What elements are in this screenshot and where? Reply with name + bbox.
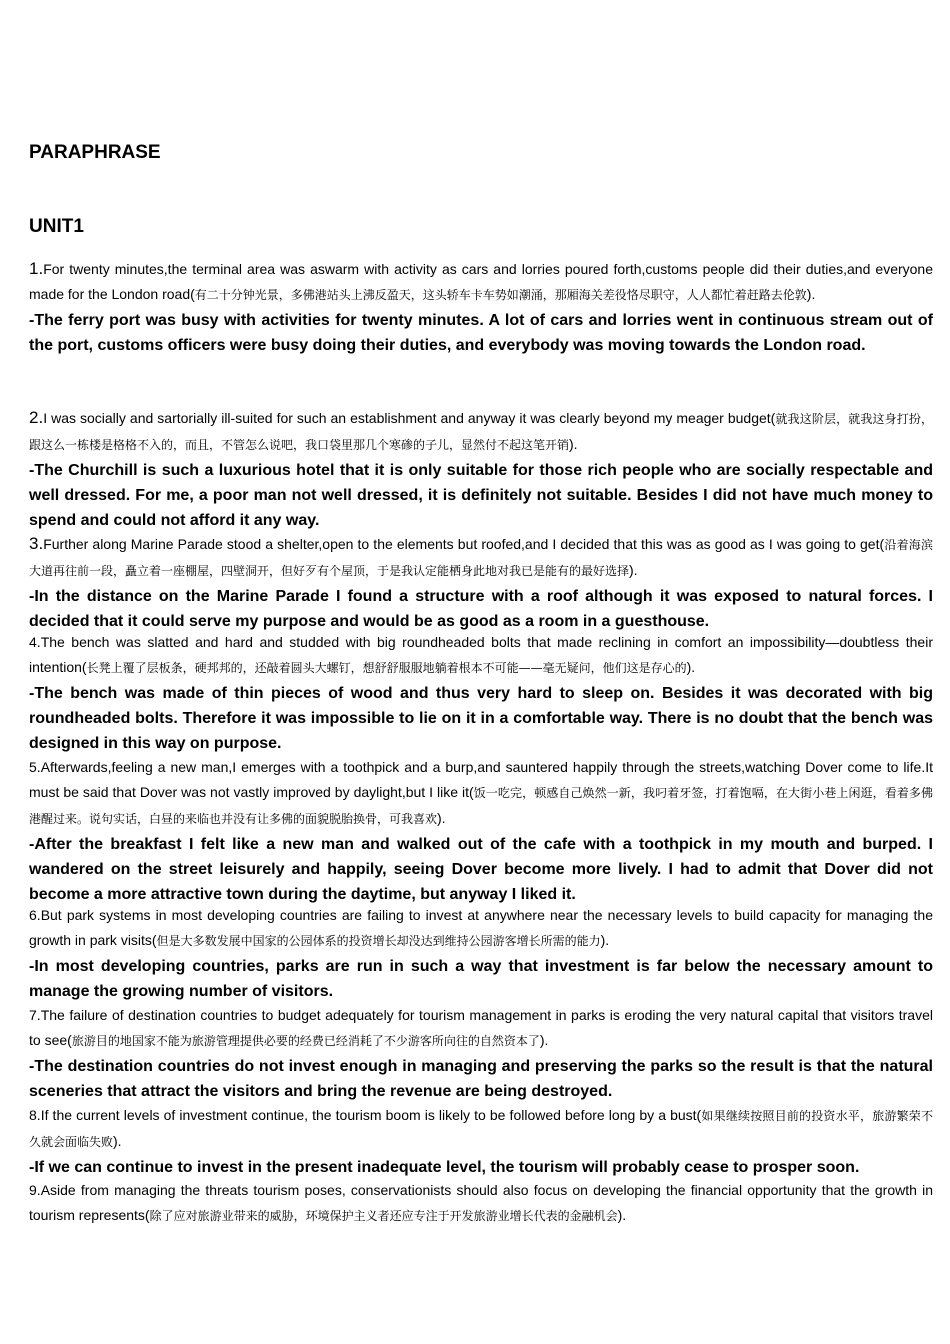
english-text: For twenty minutes,the terminal area was aswarm with activity as cars and lorries poured forth,customs people did their duties,and everyone made for the London road( [29, 261, 933, 302]
original-sentence [29, 1103, 933, 1155]
original-sentence [29, 256, 933, 308]
original-sentence [29, 531, 933, 584]
chinese-translation: 长凳上覆了层板条，硬邦邦的，还敲着圆头大螺钉，想舒舒服服地躺着根本不可能——毫无疑问，他们这是存心的 [86, 661, 687, 675]
page-title: PARAPHRASE [29, 142, 161, 163]
english-text: Further along Marine Parade stood a shelter,open to the elements but roofed,and I decided that this was as good as I was going to get( [43, 536, 885, 552]
closing-punct: ). [539, 1032, 549, 1048]
english-text: Afterwards,feeling a new man,I emerges with a toothpick and a burp,and sauntered happily through the streets,watching Dover come to life.It must be said that Dover was not vastly improved by daylight,but I like it( [29, 759, 933, 800]
english-text: The failure of destination countries to budget adequately for tourism management in parks is eroding the very natural capital that visitors travel to see( [29, 1007, 933, 1048]
item-number: 1. [29, 259, 44, 278]
item-number: 2. [29, 408, 44, 427]
chinese-translation: 有二十分钟光景，多佛港站头上沸反盈天，这头轿车卡车势如潮涌，那厢海关差役恪尽职守，人人都忙着赶路去伦敦 [194, 288, 807, 302]
original-sentence [29, 405, 933, 458]
item-number: 8. [29, 1107, 41, 1123]
item-number: 9. [29, 1182, 41, 1198]
closing-punct: ). [437, 810, 446, 826]
original-sentence [29, 1178, 933, 1229]
closing-punct: ). [617, 1207, 627, 1223]
item-5 [29, 755, 933, 907]
paraphrase-text: -The ferry port was busy with activities for twenty minutes. A lot of cars and lorries went in continuous stream out of the port, customs officers were busy doing their duties, and everybody was moving towards the London road. [29, 312, 933, 354]
paraphrase-text: -The Churchill is such a luxurious hotel that it is only suitable for those rich people who are socially respectable and well dressed. For me, a poor man not well dressed, it is definitely not suitable. Besides I did not have much money to spend and could not afford it any way. [29, 462, 933, 529]
item-8 [29, 1103, 933, 1180]
closing-punct: ). [686, 659, 696, 675]
chinese-translation: 旅游目的地国家不能为旅游管理提供必要的经费已经消耗了不少游客所向往的自然资本了 [71, 1034, 540, 1048]
chinese-translation: 饭一吃完，顿感自己焕然一新，我叼着牙签，打着饱嗝，在大街小巷上闲逛，看着多佛港醒过来。说句实话，白昼的来临也并没有让多佛的面貌脱胎换骨，可我喜欢 [29, 786, 933, 826]
item-number: 6. [29, 907, 41, 923]
paraphrase-text: -In the distance on the Marine Parade I found a structure with a roof although it was exposed to natural forces. I decided that it could serve my purpose and would be as good as a room in a guesthouse. [29, 588, 933, 630]
chinese-translation: 除了应对旅游业带来的威胁，环境保护主义者还应专注于开发旅游业增长代表的金融机会 [149, 1209, 618, 1223]
item-4 [29, 630, 933, 756]
closing-punct: ). [806, 286, 816, 302]
english-text: But park systems in most developing countries are failing to invest at anywhere near the necessary levels to build capacity for managing the growth in park visits( [29, 907, 933, 948]
closing-punct: ). [600, 932, 610, 948]
original-sentence [29, 630, 933, 681]
unit-heading: UNIT1 [29, 216, 84, 237]
item-number: 5. [29, 759, 41, 775]
original-sentence [29, 903, 933, 954]
item-number: 4. [29, 634, 41, 650]
closing-punct: ). [113, 1133, 122, 1149]
item-3 [29, 531, 933, 634]
chinese-translation: 沿着海滨大道再往前一段，矗立着一座棚屋，四壁洞开，但好歹有个屋顶，于是我认定能栖身此地对我已是能有的最好选择 [29, 538, 933, 578]
chinese-translation: 但是大多数发展中国家的公园体系的投资增长却没达到维持公园游客增长所需的能力 [156, 934, 601, 948]
paraphrase-text: -The destination countries do not invest enough in managing and preserving the parks so the result is that the natural sceneries that attract the visitors and bring the revenue are being destroyed. [29, 1058, 933, 1100]
english-text: If the current levels of investment continue, the tourism boom is likely to be followed before long by a bust( [40, 1107, 702, 1123]
english-text: The bench was slatted and hard and studded with big roundheaded bolts that made reclining in comfort an impossibility—doubtless their intention( [29, 634, 933, 675]
paraphrase-text: -After the breakfast I felt like a new man and walked out of the cafe with a toothpick in my mouth and burped. I wandered on the street leisurely and happily, seeing Dover become more lively. I had to admit that Dover did not become a more attractive town during the daytime, but anyway I liked it. [29, 836, 933, 903]
item-2 [29, 405, 933, 533]
chinese-translation: 就我这阶层，就我这身打扮，跟这么一栋楼是格格不入的，而且，不管怎么说吧，我口袋里那几个寒碜的子儿，显然付不起这笔开销 [29, 412, 933, 452]
item-7 [29, 1003, 933, 1104]
item-6 [29, 903, 933, 1004]
item-9 [29, 1178, 933, 1229]
paraphrase-text: -In most developing countries, parks are run in such a way that investment is far below the necessary amount to manage the growing number of visitors. [29, 958, 933, 1000]
item-number: 7. [29, 1007, 41, 1023]
paraphrase-text: -The bench was made of thin pieces of wood and thus very hard to sleep on. Besides it was decorated with big roundheaded bolts. Therefore it was impossible to lie on it in a comfortable way. There is no doubt that the bench was designed in this way on purpose. [29, 685, 933, 752]
original-sentence [29, 755, 933, 832]
closing-punct: ). [569, 436, 578, 452]
english-text: I was socially and sartorially ill-suited for such an establishment and anyway it was clearly beyond my meager budget( [43, 410, 776, 426]
item-1 [29, 256, 933, 358]
paraphrase-text: -If we can continue to invest in the present inadequate level, the tourism will probably cease to prosper soon. [29, 1159, 860, 1176]
closing-punct: ). [629, 562, 638, 578]
original-sentence [29, 1003, 933, 1054]
item-number: 3. [29, 534, 44, 553]
english-text: Aside from managing the threats tourism poses, conservationists should also focus on developing the financial opportunity that the growth in tourism represents( [29, 1182, 933, 1223]
chinese-translation: 如果继续按照目前的投资水平，旅游繁荣不久就会面临失败 [29, 1109, 933, 1149]
